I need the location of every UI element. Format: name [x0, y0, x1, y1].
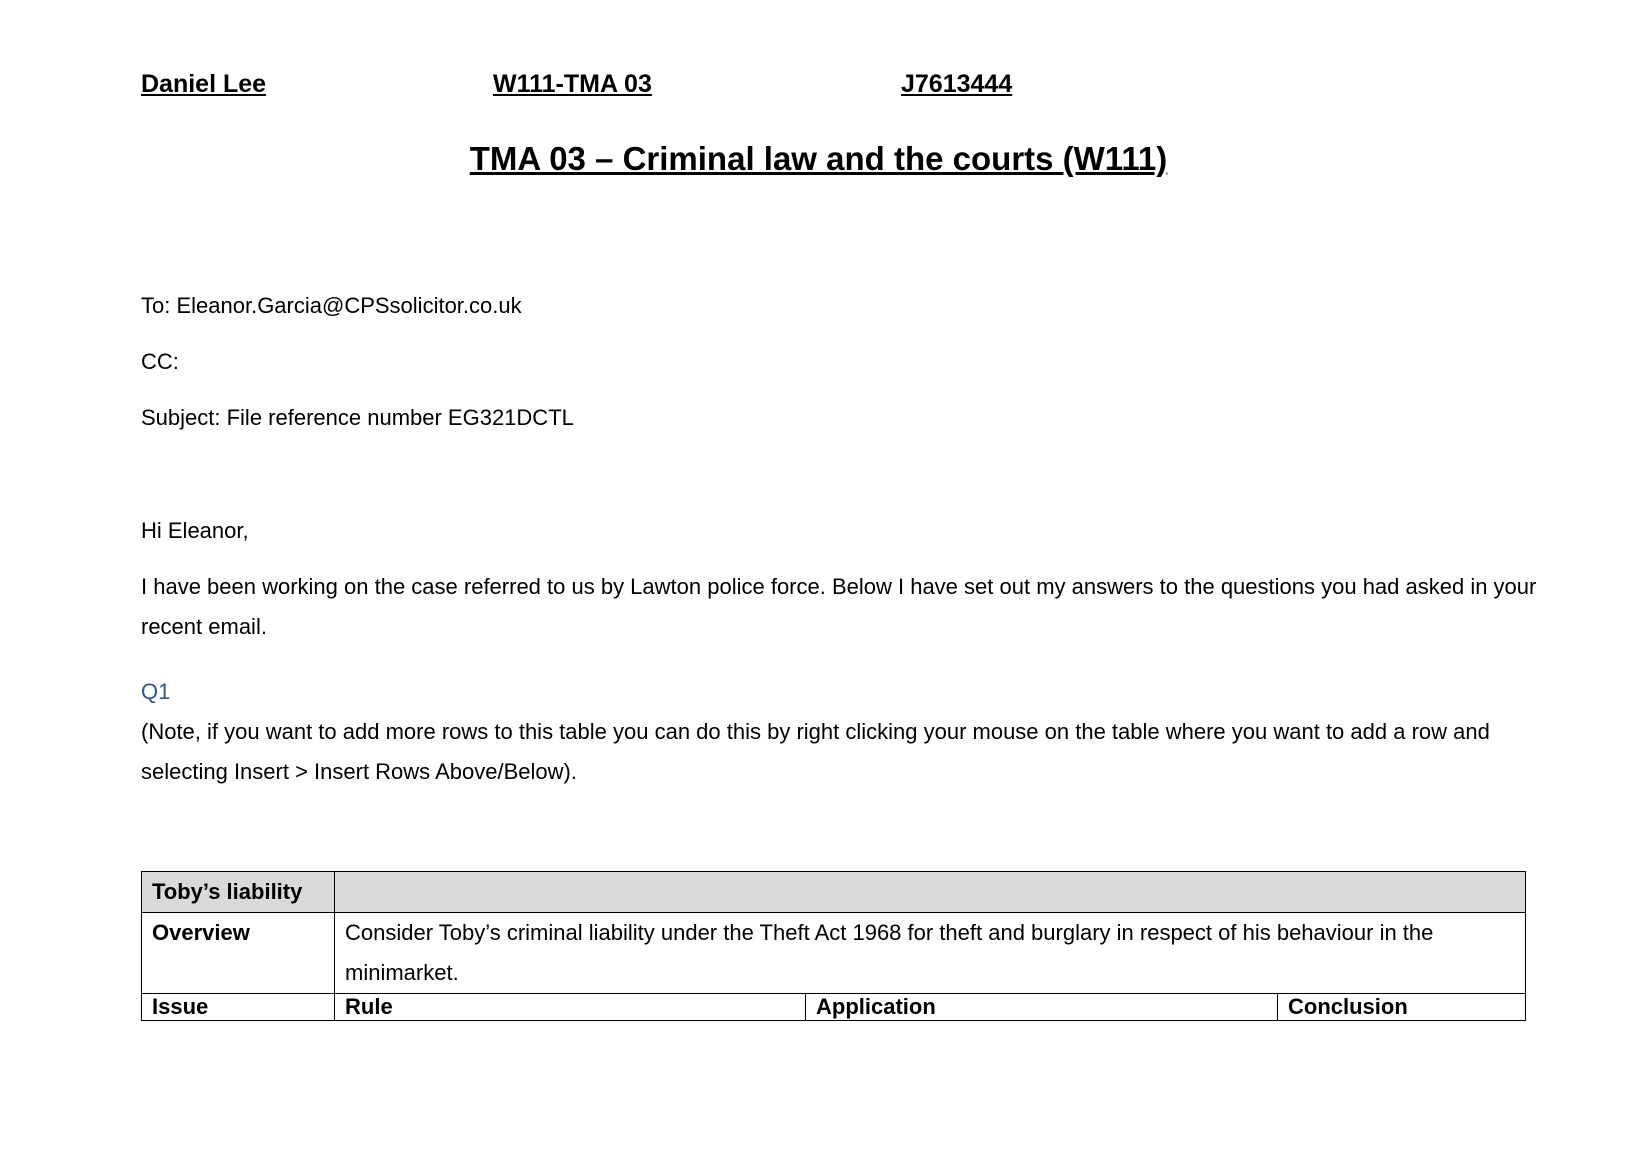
- table-title-blank-cell: [335, 872, 1526, 913]
- email-cc: CC:: [141, 349, 179, 374]
- table-title-row: [142, 872, 1526, 913]
- question-note: (Note, if you want to add more rows to this table you can do this by right clicking your mouse on the table where you want to add a row and selecting Insert > Insert Rows Above/Below).: [141, 719, 1490, 784]
- col-rule-header: Rule: [335, 994, 806, 1021]
- col-conclusion-header: Conclusion: [1278, 994, 1526, 1021]
- col-application-header: Application: [806, 994, 1278, 1021]
- author-name: Daniel Lee: [141, 70, 267, 98]
- student-id: J7613444: [901, 70, 1013, 98]
- liability-table: [141, 871, 1526, 1021]
- col-issue-header: Issue: [142, 994, 335, 1021]
- email-greeting: Hi Eleanor,: [141, 518, 249, 543]
- email-subject: Subject: File reference number EG321DCTL: [141, 405, 574, 430]
- overview-text-cell: Consider Toby’s criminal liability under the Theft Act 1968 for theft and burglary in respect of his behaviour in the minimarket.: [335, 913, 1526, 994]
- column-header-row: [142, 994, 1526, 1021]
- question-heading: Q1: [141, 679, 171, 704]
- email-intro: I have been working on the case referred to us by Lawton police force. Below I have set out my answers to the questions you had asked in your recent email.: [141, 574, 1537, 639]
- overview-label-cell: Overview: [142, 913, 335, 994]
- table-title-cell: Toby’s liability: [142, 872, 335, 913]
- document-title: TMA 03 – Criminal law and the courts (W111): [469, 140, 1168, 177]
- email-to: To: Eleanor.Garcia@CPSsolicitor.co.uk: [141, 293, 522, 318]
- overview-row: [142, 913, 1526, 994]
- module-code: W111-TMA 03: [493, 70, 652, 98]
